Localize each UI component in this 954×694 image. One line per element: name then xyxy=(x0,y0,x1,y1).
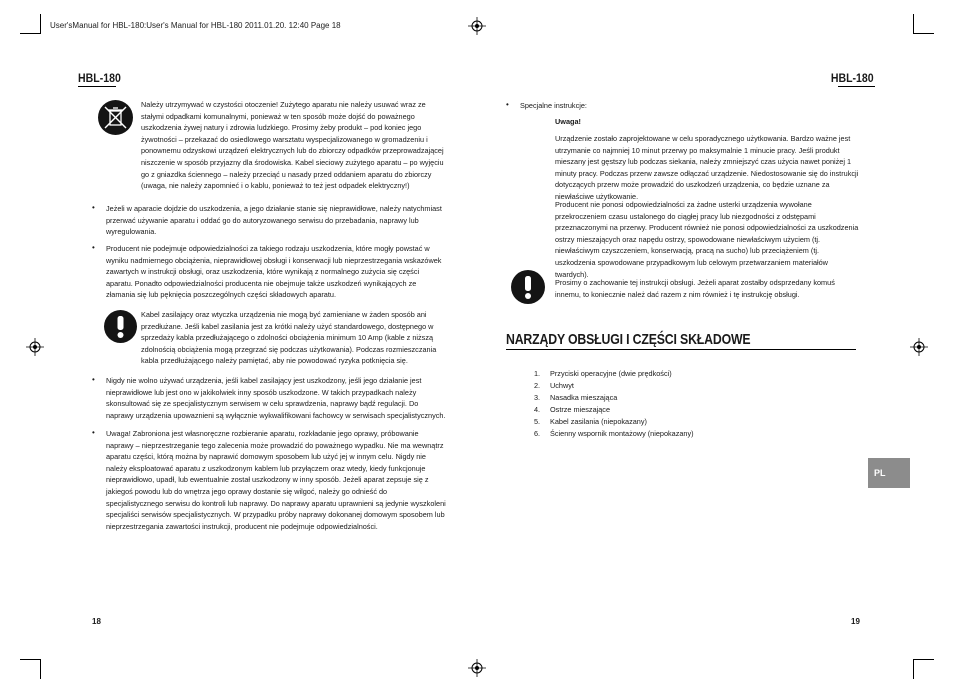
bullet-marker: • xyxy=(92,428,95,437)
page-number-left: 18 xyxy=(92,617,101,626)
damage-paragraph: Jeżeli w aparacie dojdzie do uszkodzenia, a jego działanie stanie się nieprawidłowe, należy natychmiast przerwać używanie aparatu i oddać go do autoryzowanego serwisu do przebadania, naprawy lub wyregulowania. xyxy=(106,204,442,237)
registration-mark-icon xyxy=(468,17,486,35)
usage-time-paragraph: Urządzenie zostało zaprojektowane w celu sporadycznego użytkowania. Bardzo ważne jest utrzymanie co najmniej 10 minut przerwy po maksymalnie 1 minucie pracy. Jeśli produkt mieszany jest gęstszy lub podczas siekania, należy zmniejszyć czas użycia nawet poniżej 1 minuty pracy. Podczas przerw zawsze odłączać urządzenie. Niedostosowanie się do instrukcji dotyczących przerw może prowadzić do uszkodzeń urządzenia, co będzie uznane za niewłaściwe użytkowanie. xyxy=(555,134,859,201)
producer-liability-paragraph: Producent nie ponosi odpowiedzialności za żadne usterki urządzenia wywołane przekroczeniem czasu ustalonego do ciągłej pracy lub niezgodności z odstępami przeznaczonymi na przerwy. Producent również nie ponosi odpowiedzialności za uszkodzenia ostrzy mieszających oraz napędu ostrzy, spowodowane niewłaściwym użyciem (tj. niewłaściwym czyszczeniem, konserwacją, pracą na sucho) lub przeciążeniem (tj. uszkodzenia spowodowane przypadkowym lub celowym przetwarzaniem materiałów twardych). xyxy=(555,200,859,279)
liability-paragraph: Producent nie podejmuje odpowiedzialności za takiego rodzaju uszkodzenia, które mogły powstać w wyniku nadmiernego obciążenia, nieprawidłowej obsługi i konserwacji lub nieprzestrzegania wskazówek zawartych w instrukcji obsługi, oraz uszkodzenia, które wynikają z normalnego zużycia się części aparatu. Ponadto odpowiedzialności producenta nie obejmuje także uszkodzeń wynikających ze złamania się lub pęknięcia poszczególnych części składowych aparatu. xyxy=(106,244,442,300)
page-number-right: 19 xyxy=(851,617,860,626)
bullet-marker: • xyxy=(92,203,95,212)
uwaga-label: Uwaga! xyxy=(555,117,581,126)
section-title-rule xyxy=(506,349,856,350)
exclamation-icon xyxy=(511,270,545,304)
list-item: 4. Ostrze mieszające xyxy=(534,405,611,414)
damaged-cable-paragraph: Nigdy nie wolno używać urządzenia, jeśli kabel zasilający jest uszkodzony, jeśli jego działanie jest nieprawidłowe lub jest ono w jakikolwiek inny sposób uszkodzone. W takich przypadkach należy skonsultować się ze specjalistycznym serwisem w celu sprawdzenia, naprawy bądź regulacji. Do naprawy urządzenia upowaznieni są wyłącznie wykwalifikowani fachowcy w serwisach specjalistycznych. xyxy=(106,376,446,420)
list-item: 3. Nasadka mieszająca xyxy=(534,393,618,402)
crossed-bin-icon xyxy=(98,100,133,135)
disassembly-warning-paragraph: Uwaga! Zabroniona jest własnoręczne rozbieranie aparatu, rozkładanie jego oprawy, próbowanie naprawy – nieprzestrzeganie tego zalecenia może prowadzić do poważnego wypadku. Nie ma wewnątrz aparatu części, którą można by naprawić domowym sposobem lub użyć jej w innym celu. Nigdy nie należy eksploatować aparatu z uszkodzonym kablem lub przyłączem oraz wtedy, kiedy funkcjonuje nieprawidłowo, upadł, lub ewentualnie został uszkodzony w inny sposób. Jeżeli aparat zepsuje się z jakiegoś powodu lub do wnętrza jego oprawy dostanie się wilgoć, należy go odnieść do specjalistycznego serwisu do kontroli lub naprawy. Do naprawy aparatu uprawnieni są jedynie wyszkoleni specjaliści serwisów specjalistycznych. W przypadku próby naprawy dokonanej domowym sposobem lub nieprzestrzegania zawartości instrukcji, producent nie podejmuje odpowiedzialności. xyxy=(106,429,446,531)
cable-warning-paragraph: Kabel zasilający oraz wtyczka urządzenia nie mogą być zamieniane w żaden sposób ani przedłużane. Jeśli kabel zasilania jest za krótki należy użyć standardowego, dostępnego w sprzedaży kabla przedłużającego o zdolności obciążenia minimum 10 Amp (kable z niższą zdolnością obciążenia mogą przegrzać się podczas użytkowania). Podczas rozmieszczania kabla przedłużającego należy pamiętać, aby nie powodować ryzyka potknięcia się. xyxy=(141,310,437,366)
list-item: 6. Ścienny wspornik montażowy (niepokazany) xyxy=(534,429,694,438)
parts-list xyxy=(534,368,694,440)
language-tab: PL xyxy=(868,458,910,488)
list-item: 2. Uchwyt xyxy=(534,381,574,390)
keep-manual-paragraph: Prosimy o zachowanie tej instrukcji obsługi. Jeżeli aparat zostałby odsprzedany komuś innemu, to koniecznie należ dać razem z nim również i tę instrukcję obsługi. xyxy=(555,278,835,299)
model-label-right: HBL-180 xyxy=(831,71,874,85)
list-item: 1. Przyciski operacyjne (dwie prędkości) xyxy=(534,369,672,378)
registration-mark-icon xyxy=(910,338,928,356)
bullet-marker: • xyxy=(92,243,95,252)
registration-mark-icon xyxy=(26,338,44,356)
exclamation-icon xyxy=(104,310,137,343)
bullet-marker: • xyxy=(92,375,95,384)
header-rule-left xyxy=(78,86,116,87)
header-rule-right xyxy=(838,86,875,87)
model-label-left: HBL-180 xyxy=(78,71,121,85)
section-title: NARZĄDY OBSŁUGI I CZĘŚCI SKŁADOWE xyxy=(506,331,751,348)
registration-mark-icon xyxy=(468,659,486,677)
list-item: 5. Kabel zasilania (niepokazany) xyxy=(534,417,647,426)
bullet-marker: • xyxy=(506,100,509,109)
environment-paragraph: Należy utrzymywać w czystości otoczenie! Zużytego aparatu nie należy usuwać wraz ze stałymi odpadkami komunalnymi, ponieważ w ten sposób może dojść do poważnego uszkodzenia żywej natury i zdrowia ludzkiego. Prosimy żeby produkt – pod koniec jego żywotności – przekazać do osiedlowego warsztatu wyspecjalizowanego w gromadzeniu i ponownemu odzyskowi urządzeń elektrycznych lub do zbiorczy odpadków przeprowadzającej niszczenie w sposób przyjazny dla środowiska. Kabel sieciowy zużytego aparatu – po wyjęciu go z gniazdka ściennego – należy przeciąć u nasady przed oddaniem aparatu do zbiorczy (uwaga, nie należy zapomnieć i o kablu, ponieważ to też jest odpadek elektryczny!) xyxy=(141,100,444,191)
print-header: User'sManual for HBL-180:User's Manual for HBL-180 2011.01.20. 12:40 Page 18 xyxy=(50,21,341,30)
special-instructions-label: Specjalne instrukcje: xyxy=(520,101,587,110)
